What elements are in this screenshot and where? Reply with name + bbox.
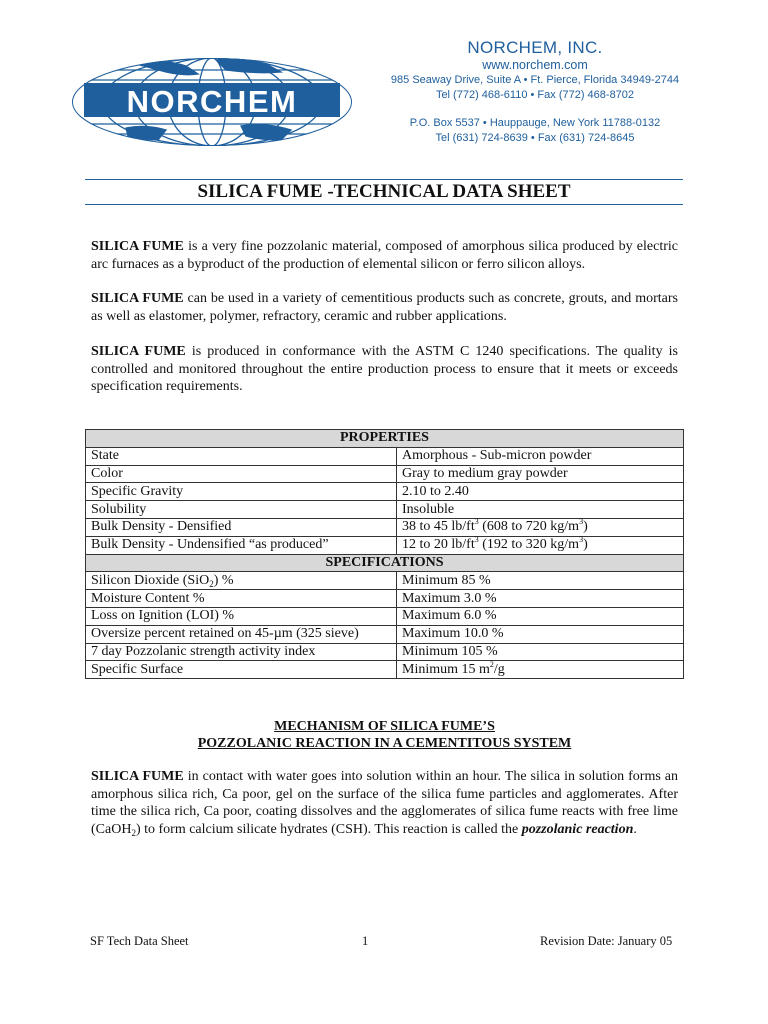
- property-label: Bulk Density - Densified: [86, 518, 397, 536]
- address-florida: 985 Seaway Drive, Suite A • Ft. Pierce, Florida 34949-2744: [390, 74, 680, 86]
- paragraph-text: is produced in conformance with the ASTM C 1240 specifications. The quality is controlled and monitored throughout the entire production process to ensure that it meets or exceeds specification requirements.: [91, 344, 678, 394]
- table-row: [86, 501, 684, 519]
- property-label: State: [86, 447, 397, 465]
- product-name: SILICA FUME: [91, 769, 184, 784]
- document-title: SILICA FUME -TECHNICAL DATA SHEET: [197, 181, 571, 202]
- intro-paragraph-1: [91, 238, 678, 273]
- mechanism-heading: [85, 718, 684, 752]
- logo-text: NORCHEM: [126, 84, 298, 119]
- property-label: Specific Gravity: [86, 483, 397, 501]
- spec-value: Maximum 6.0 %: [397, 607, 684, 625]
- table-row: [86, 661, 684, 679]
- phone-new-york: Tel (631) 724-8639 • Fax (631) 724-8645: [435, 132, 635, 144]
- mechanism-heading-line-1: MECHANISM OF SILICA FUME’S: [274, 719, 495, 734]
- table-row: [86, 447, 684, 465]
- property-value: Amorphous - Sub-micron powder: [397, 447, 684, 465]
- intro-paragraph-3: [91, 343, 678, 396]
- property-value: Gray to medium gray powder: [397, 465, 684, 483]
- table-section-header: [86, 430, 684, 448]
- title-rule-bottom: [85, 204, 683, 205]
- emphasis-term: pozzolanic reaction: [521, 821, 634, 837]
- spec-label: Oversize percent retained on 45-µm (325 sieve): [86, 625, 397, 643]
- spec-label: 7 day Pozzolanic strength activity index: [86, 643, 397, 661]
- company-name: NORCHEM, INC.: [467, 38, 603, 57]
- spec-value: Minimum 15 $m^2/g$: [397, 661, 684, 679]
- product-name: SILICA FUME: [91, 291, 184, 306]
- property-value: 38 to 45 $lb/ft^3$ (608 to 720 $kg/m^3$): [397, 518, 684, 536]
- property-label: Solubility: [86, 501, 397, 519]
- property-value: 2.10 to 2.40: [397, 483, 684, 501]
- intro-paragraph-2: [91, 290, 678, 325]
- property-label: Color: [86, 465, 397, 483]
- table-row: [86, 572, 684, 590]
- spec-value: Minimum 85 %: [397, 572, 684, 590]
- spec-label: Specific Surface: [86, 661, 397, 679]
- mechanism-paragraph: SILICA FUME in contact with water goes into solution within an hour. The silica in solution forms an amorphous silica rich, Ca poor, gel on the surface of the silica fume particles and agglomerates. After time the silica rich, Ca poor, coating dissolves and the agglomerates of silica fume reacts with free lime (CaOH$_2$) to form calcium silicate hydrates (CSH). This reaction is called the pozzolanic reaction.: [91, 769, 679, 838]
- table-row: [86, 643, 684, 661]
- table-row: [86, 625, 684, 643]
- table-row: [86, 536, 684, 554]
- table-row: [86, 590, 684, 608]
- company-info: [385, 38, 685, 146]
- paragraph-text: is a very fine pozzolanic material, composed of amorphous silica produced by electric arc furnaces as a byproduct of the production of elemental silicon or ferro silicon alloys.: [91, 239, 678, 272]
- spec-value: Maximum 3.0 %: [397, 590, 684, 608]
- property-value: Insoluble: [397, 501, 684, 519]
- footer-revision-date: Revision Date: January 05: [540, 934, 673, 948]
- properties-table: [85, 429, 684, 679]
- footer-page-number: 1: [362, 934, 369, 948]
- norchem-logo: [66, 50, 358, 167]
- title-rule-top: [85, 179, 683, 180]
- specifications-header: SPECIFICATIONS: [86, 554, 684, 572]
- mechanism-heading-line-2: POZZOLANIC REACTION IN A CEMENTITOUS SYSTEM: [197, 736, 572, 751]
- spec-value: Minimum 105 %: [397, 643, 684, 661]
- phone-florida: Tel (772) 468-6110 • Fax (772) 468-8702: [435, 89, 635, 101]
- company-website[interactable]: www.norchem.com: [482, 58, 588, 72]
- spec-label: Moisture Content %: [86, 590, 397, 608]
- spec-label: Loss on Ignition (LOI) %: [86, 607, 397, 625]
- properties-header: PROPERTIES: [86, 430, 684, 448]
- table-row: [86, 465, 684, 483]
- paragraph-text: can be used in a variety of cementitious products such as concrete, grouts, and mortars as well as elastomer, polymer, refractory, ceramic and rubber applications.: [91, 291, 679, 324]
- table-row: [86, 607, 684, 625]
- table-section-header: [86, 554, 684, 572]
- table-row: [86, 483, 684, 501]
- product-name: SILICA FUME: [91, 344, 186, 359]
- property-value: 12 to 20 $lb/ft^3$ (192 to 320 $kg/m^3$): [397, 536, 684, 554]
- property-label: Bulk Density - Undensified “as produced”: [86, 536, 397, 554]
- address-new-york: P.O. Box 5537 • Hauppauge, New York 11788-0132: [409, 117, 661, 129]
- table-row: [86, 518, 684, 536]
- spec-label: Silicon Dioxide (SiO$_2$) %: [86, 572, 397, 590]
- spec-value: Maximum 10.0 %: [397, 625, 684, 643]
- product-name: SILICA FUME: [91, 239, 184, 254]
- footer-doc-name: SF Tech Data Sheet: [90, 934, 189, 948]
